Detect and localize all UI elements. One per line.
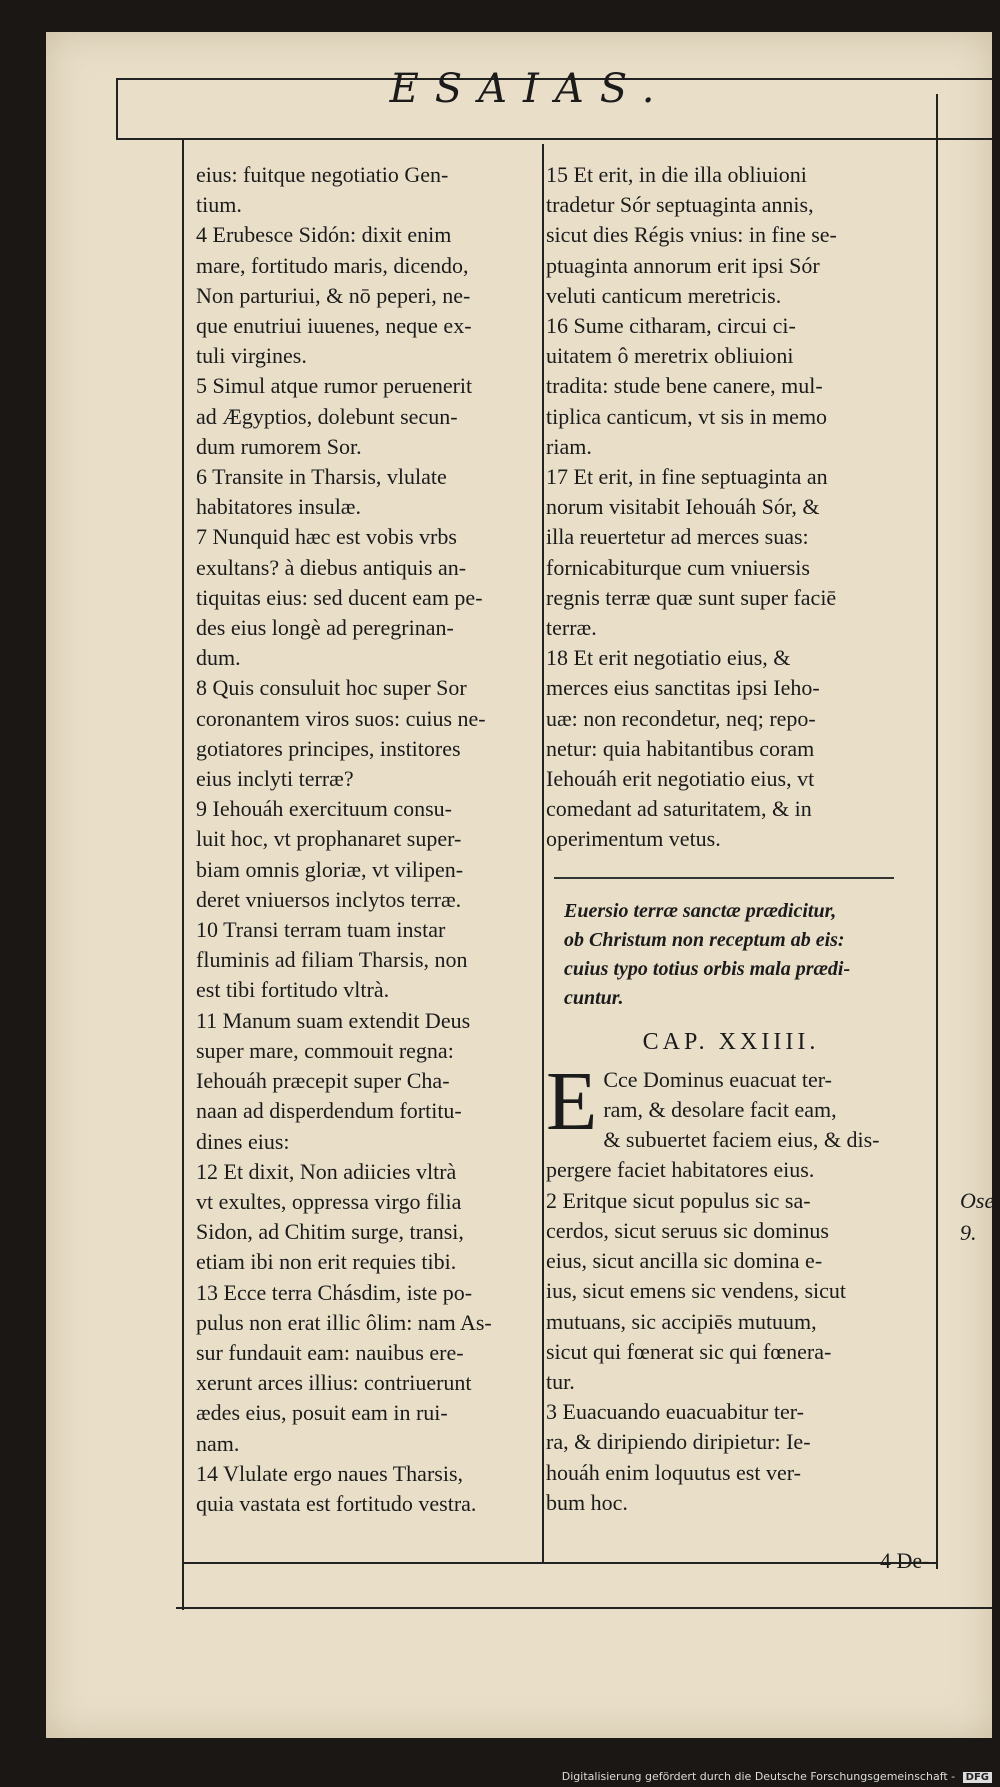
text-line: tiplica canticum, vt sis in memo: [546, 403, 828, 429]
footer-credit: [562, 1770, 992, 1783]
lower-rule: [176, 1607, 992, 1609]
text-line: uæ: non recondetur, neq; repo-: [546, 705, 816, 731]
text-line: nam.: [196, 1430, 240, 1456]
text-line: Iehouáh præcepit super Cha-: [196, 1068, 450, 1094]
text-line: & subuertet faciem eius, & dis-: [603, 1127, 880, 1153]
text-line: tuli virgines.: [196, 343, 307, 369]
text-line: 12 Et dixit, Non adiicies vltrà: [196, 1158, 457, 1184]
text-line: dum rumorem Sor.: [196, 433, 362, 459]
left-text-border: [182, 140, 184, 1610]
text-line: norum visitabit Iehouáh Sór, &: [546, 494, 820, 520]
text-line: naan ad disperdendum fortitu-: [196, 1098, 462, 1124]
text-line: 15 Et erit, in die illa obliuioni: [546, 162, 807, 187]
header-rule: [116, 138, 992, 140]
text-line: deret vniuersos inclytos terræ.: [196, 886, 462, 912]
text-line: pulus non erat illic ôlim: nam As-: [196, 1309, 492, 1335]
text-line: tur.: [546, 1368, 575, 1394]
text-line: 5 Simul atque rumor peruenerit: [196, 373, 473, 399]
text-line: ra, & diripiendo diripietur: Ie-: [546, 1429, 811, 1455]
running-title: ESAIAS.: [389, 66, 671, 112]
margin-note-chapter: 9.: [960, 1220, 977, 1245]
text-line: ad Ægyptios, dolebunt secun-: [196, 403, 458, 429]
text-line: sur fundauit eam: nauibus ere-: [196, 1339, 464, 1365]
text-line: Iehouáh erit negotiatio eius, vt: [546, 766, 815, 792]
text-line: 17 Et erit, in fine septuaginta an: [546, 464, 828, 490]
text-line: fornicabiturque cum vniuersis: [546, 554, 810, 580]
left-column: [196, 160, 556, 1519]
text-line: 8 Quis consuluit hoc super Sor: [196, 675, 467, 701]
chapter-body: [546, 1054, 916, 1518]
text-line: terræ.: [546, 615, 597, 641]
text-line: bum hoc.: [546, 1489, 628, 1515]
text-line: regnis terræ quæ sunt super faciē: [546, 584, 837, 610]
text-line: pergere faciet habitatores eius.: [546, 1157, 815, 1183]
text-line: 7 Nunquid hæc est vobis vrbs: [196, 524, 457, 550]
text-line: ram, & desolare facit eam,: [603, 1097, 837, 1123]
text-line: sicut qui fœnerat sic qui fœnera-: [546, 1338, 832, 1364]
text-line: 2 Eritque sicut populus sic sa-: [546, 1187, 811, 1213]
text-line: ædes eius, posuit eam in rui-: [196, 1400, 448, 1426]
text-line: dines eius:: [196, 1128, 290, 1154]
text-line: eius, sicut ancilla sic domina e-: [546, 1248, 823, 1274]
text-line: 11 Manum suam extendit Deus: [196, 1007, 471, 1033]
margin-note: Ose: [960, 1188, 995, 1213]
text-line: que enutriui iuuenes, neque ex-: [196, 313, 472, 339]
text-line: eius inclyti terræ?: [196, 766, 354, 792]
bottom-rule: [182, 1562, 936, 1564]
text-line: vt exultes, oppressa virgo filia: [196, 1188, 462, 1214]
text-line: 16 Sume citharam, circui ci-: [546, 313, 796, 339]
text-line: 18 Et erit negotiatio eius, &: [546, 645, 791, 671]
text-line: xerunt arces illius: contriuerunt: [196, 1370, 472, 1396]
text-line: super mare, commouit regna:: [196, 1037, 454, 1063]
text-line: 13 Ecce terra Chásdim, iste po-: [196, 1279, 473, 1305]
text-line: Non parturiui, & nō peperi, ne-: [196, 282, 471, 308]
drop-cap: E: [546, 1054, 598, 1148]
text-line: habitatores insulæ.: [196, 494, 361, 520]
text-line: veluti canticum meretricis.: [546, 282, 782, 308]
text-line: exultans? à diebus antiquis an-: [196, 554, 467, 580]
text-line: mutuans, sic accipiēs mutuum,: [546, 1308, 817, 1334]
text-line: tradetur Sór septuaginta annis,: [546, 192, 814, 218]
text-line: Sidon, ad Chitim surge, transi,: [196, 1219, 464, 1245]
chapter-summary: [546, 897, 916, 1013]
text-line: Cce Dominus euacuat ter-: [603, 1066, 832, 1092]
text-line: 10 Transi terram tuam instar: [196, 917, 446, 943]
dfg-logo: DFG: [963, 1772, 992, 1783]
text-line: des eius longè ad peregrinan-: [196, 615, 454, 641]
text-line: luit hoc, vt prophanaret super-: [196, 826, 462, 852]
text-line: comedant ad saturitatem, & in: [546, 796, 812, 822]
text-line: 9 Iehouáh exercituum consu-: [196, 796, 452, 822]
text-line: ius, sicut emens sic vendens, sicut: [546, 1278, 847, 1304]
right-text-border: [936, 94, 938, 1569]
text-line: merces eius sanctitas ipsi Ieho-: [546, 675, 820, 701]
text-line: tiquitas eius: sed ducent eam pe-: [196, 584, 483, 610]
text-line: riam.: [546, 433, 592, 459]
text-line: dum.: [196, 645, 241, 671]
text-line: fluminis ad filiam Tharsis, non: [196, 947, 468, 973]
text-line: sicut dies Régis vnius: in fine se-: [546, 222, 837, 248]
text-line: operimentum vetus.: [546, 826, 721, 852]
text-line: illa reuertetur ad merces suas:: [546, 524, 809, 550]
text-line: 3 Euacuando euacuabitur ter-: [546, 1399, 804, 1425]
text-line: 4 Erubesce Sidón: dixit enim: [196, 222, 452, 248]
right-column: [546, 160, 916, 1518]
text-line: 14 Vlulate ergo naues Tharsis,: [196, 1460, 464, 1486]
text-line: eius: fuitque negotiatio Gen-: [196, 162, 449, 187]
text-line: 6 Transite in Tharsis, vlulate: [196, 464, 447, 490]
summary-line: ob Christum non receptum ab eis:: [564, 928, 845, 951]
text-line: ptuaginta annorum erit ipsi Sór: [546, 252, 820, 278]
text-line: mare, fortitudo maris, dicendo,: [196, 252, 469, 278]
summary-line: cuntur.: [564, 986, 624, 1009]
text-line: houáh enim loquutus est ver-: [546, 1459, 801, 1485]
text-line: quia vastata est fortitudo vestra.: [196, 1490, 477, 1516]
section-separator: [554, 877, 894, 879]
summary-line: Euersio terræ sanctæ prædicitur,: [564, 899, 837, 922]
summary-line: cuius typo totius orbis mala prædi-: [564, 957, 851, 980]
text-line: gotiatores principes, institores: [196, 735, 461, 761]
text-line: est tibi fortitudo vltrà.: [196, 977, 390, 1003]
left-border: [116, 80, 118, 140]
text-line: uitatem ô meretrix obliuioni: [546, 343, 794, 369]
right-column-verses: [546, 160, 916, 855]
text-line: etiam ibi non erit requies tibi.: [196, 1249, 457, 1275]
text-line: tium.: [196, 192, 242, 218]
text-line: tradita: stude bene canere, mul-: [546, 373, 823, 399]
chapter-heading: CAP. XXIIII.: [642, 1028, 820, 1055]
text-line: biam omnis gloriæ, vt vilipen-: [196, 856, 464, 882]
text-line: cerdos, sicut seruus sic dominus: [546, 1217, 829, 1243]
footer-text: Digitalisierung gefördert durch die Deutsche Forschungsgemeinschaft -: [561, 1770, 956, 1783]
text-line: coronantem viros suos: cuius ne-: [196, 705, 486, 731]
text-line: netur: quia habitantibus coram: [546, 735, 815, 761]
catchword: 4 De-: [880, 1548, 930, 1573]
